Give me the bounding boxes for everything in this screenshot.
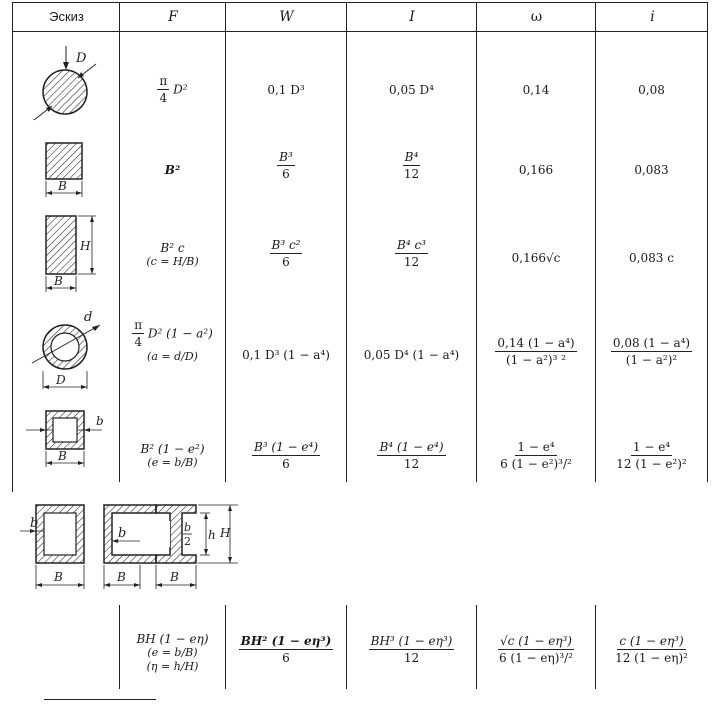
column-divider bbox=[476, 2, 477, 482]
row4-F: $\frac{\pi}{4}$ D² (1 − a²) (a = d/D) bbox=[134, 318, 213, 363]
header-i: i bbox=[650, 9, 655, 25]
row4-omega: $\frac{\text{0,14 (1 − a⁴)}}{\text{(1 − a²)³ ²}}$ bbox=[497, 336, 575, 368]
svg-text:B: B bbox=[54, 570, 63, 584]
row2-F: B² bbox=[164, 163, 181, 177]
solid-rectangle-sketch bbox=[28, 210, 108, 298]
svg-text:H: H bbox=[220, 526, 231, 540]
table-header bbox=[12, 2, 708, 32]
row6-F: BH (1 − eη) (e = b/B) (η = h/H) bbox=[136, 632, 209, 673]
svg-text:B: B bbox=[58, 179, 67, 193]
svg-text:D: D bbox=[76, 51, 87, 66]
svg-text:h: h bbox=[208, 528, 216, 542]
row5-F: B² (1 − e²) (e = b/B) bbox=[140, 442, 205, 470]
hollow-square-sketch bbox=[22, 405, 117, 480]
hollow-sections-sketch bbox=[20, 495, 250, 595]
row6-W: $\frac{\text{BH² (1 − eη³)}}{6}$ bbox=[240, 634, 332, 666]
footnote-rule bbox=[44, 699, 156, 700]
row5-W: $\frac{\text{B³ (1 − e⁴)}}{6}$ bbox=[253, 440, 319, 472]
row1-I: 0,05 D⁴ bbox=[389, 83, 434, 97]
row5-omega: $\frac{\text{1 − e⁴}}{\text{6 (1 − e²)³/²}}$ bbox=[500, 440, 572, 472]
svg-text:d: d bbox=[84, 310, 93, 325]
header-W: W bbox=[279, 9, 294, 25]
row6-omega: $\frac{\text{√c (1 − eη³)}}{\text{6 (1 − eη)³/²}}$ bbox=[498, 634, 574, 666]
table-left-border bbox=[12, 2, 13, 492]
svg-text:b: b bbox=[184, 521, 192, 534]
svg-text:B: B bbox=[58, 449, 67, 463]
svg-text:B: B bbox=[117, 570, 126, 584]
row3-i: 0,083 c bbox=[629, 251, 674, 265]
svg-text:b: b bbox=[118, 526, 127, 541]
row3-omega: 0,166√c bbox=[511, 251, 561, 265]
svg-text:b: b bbox=[30, 516, 39, 531]
row4-W: 0,1 D³ (1 − a⁴) bbox=[242, 348, 330, 362]
row2-i: 0,083 bbox=[634, 163, 669, 177]
row6-I: $\frac{\text{BH³ (1 − eη³)}}{12}$ bbox=[370, 634, 453, 666]
header-sketch: Эскиз bbox=[49, 9, 84, 24]
row3-I: $\frac{\text{B⁴ c³}}{12}$ bbox=[397, 238, 426, 270]
row4-i: $\frac{\text{0,08 (1 − a⁴)}}{\text{(1 − a²)²}}$ bbox=[612, 336, 691, 368]
row2-I: $\frac{\text{B⁴}}{12}$ bbox=[403, 150, 420, 182]
svg-text:D: D bbox=[56, 373, 66, 387]
row3-F: B² c (c = H/B) bbox=[146, 241, 199, 269]
svg-text:2: 2 bbox=[184, 535, 191, 548]
row2-omega: 0,166 bbox=[518, 163, 554, 177]
row1-W: 0,1 D³ bbox=[267, 83, 305, 97]
row1-i: 0,08 bbox=[638, 83, 665, 97]
header-I: I bbox=[409, 9, 415, 25]
row4-I: 0,05 D⁴ (1 − a⁴) bbox=[363, 348, 460, 362]
column-divider bbox=[595, 2, 596, 482]
solid-circle-sketch bbox=[20, 42, 110, 132]
row1-omega: 0,14 bbox=[522, 83, 550, 97]
row1-F: $\frac{\pi}{4}$ D² bbox=[159, 74, 188, 106]
row5-I: $\frac{\text{B⁴ (1 − e⁴)}}{12}$ bbox=[379, 440, 444, 472]
table-right-border bbox=[707, 2, 708, 482]
svg-text:H: H bbox=[80, 239, 91, 253]
row2-W: $\frac{\text{B³}}{6}$ bbox=[279, 150, 293, 182]
header-omega: ω bbox=[530, 9, 543, 25]
svg-text:b: b bbox=[96, 414, 104, 428]
row5-i: $\frac{\text{1 − e⁴}}{\text{12 (1 − e²)²}}$ bbox=[616, 440, 687, 472]
row3-W: $\frac{\text{B³ c²}}{6}$ bbox=[271, 238, 301, 270]
row6-i: $\frac{\text{c (1 − eη³)}}{\text{12 (1 − eη)²}}$ bbox=[615, 634, 688, 666]
hollow-circle-sketch bbox=[20, 305, 115, 400]
svg-text:B: B bbox=[170, 570, 179, 584]
solid-square-sketch bbox=[28, 135, 98, 205]
header-F: F bbox=[168, 9, 178, 25]
svg-text:B: B bbox=[54, 274, 63, 288]
